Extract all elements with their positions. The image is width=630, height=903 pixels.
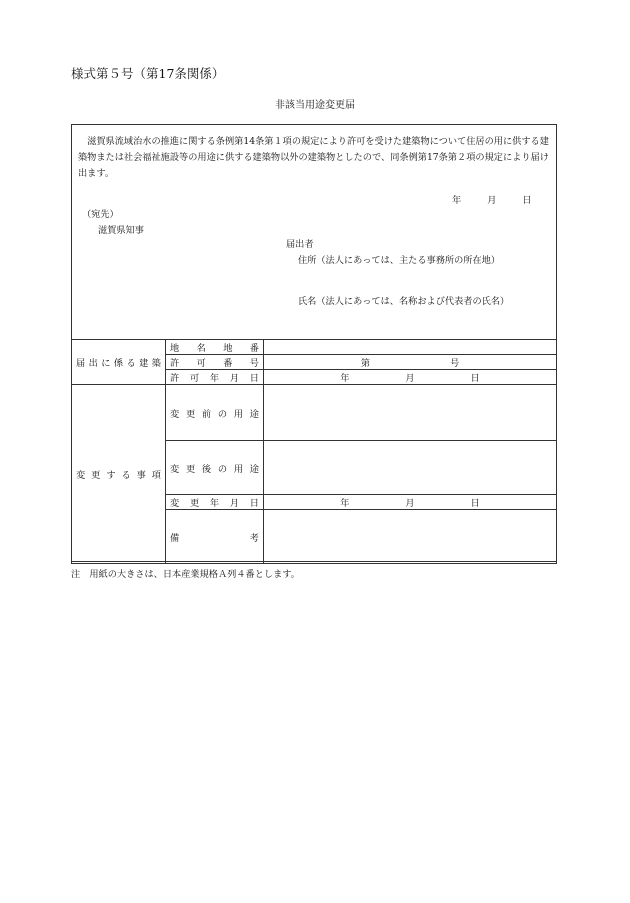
addressee-block — [82, 207, 144, 239]
addressee-label: （宛先） — [82, 209, 119, 220]
footnote: 注 用紙の大きさは、日本産業規格Ａ列４番とします。 — [71, 569, 300, 580]
addressee-name: 滋賀県知事 — [98, 225, 144, 236]
applicant-address-label: 住所（法人にあっては、主たる事務所の所在地） — [298, 255, 501, 266]
remarks-field[interactable] — [264, 510, 557, 564]
form-number: 様式第５号（第17条関係） — [71, 66, 225, 81]
change-section-label: 変更する事項 — [72, 385, 166, 564]
document-title: 非該当用途変更届 — [275, 100, 355, 111]
permit-date-day: 日 — [470, 373, 480, 384]
permit-date-label: 許可年月日 — [166, 370, 264, 385]
applicant-block — [286, 237, 510, 307]
location-label: 地名地番 — [166, 340, 264, 355]
use-before-label: 変更前の用途 — [166, 385, 264, 441]
change-date-year: 年 — [340, 498, 350, 509]
permit-date-month: 月 — [405, 373, 415, 384]
change-date-label: 変更年月日 — [166, 495, 264, 510]
change-date-day: 日 — [470, 498, 480, 509]
permit-number-prefix: 第 — [360, 358, 370, 369]
applicant-label: 届出者 — [286, 239, 314, 250]
use-before-field[interactable] — [264, 385, 557, 441]
submission-date — [452, 192, 532, 206]
date-year: 年 — [452, 195, 462, 206]
permit-date-year: 年 — [340, 373, 350, 384]
use-after-label: 変更後の用途 — [166, 441, 264, 495]
form-frame — [71, 124, 557, 562]
change-date-month: 月 — [405, 498, 415, 509]
intro-text: 滋賀県流域治水の推進に関する条例第14条第１項の規定により許可を受けた建築物について住居の用に供する建築物または社会福祉施設等の用途に供する建築物以外の建築物としたので、同条例第17条第２項の規定により届け出ます。 — [78, 136, 549, 179]
remarks-label: 備考 — [166, 510, 264, 564]
location-field[interactable] — [264, 340, 557, 355]
date-month: 月 — [487, 195, 497, 206]
permit-number-suffix: 号 — [450, 358, 460, 369]
permit-date-field[interactable] — [264, 370, 557, 385]
form-table — [71, 339, 557, 564]
building-section-label: 届出に係る建築 — [72, 340, 166, 385]
date-day: 日 — [522, 195, 532, 206]
permit-number-label: 許可番号 — [166, 355, 264, 370]
use-after-field[interactable] — [264, 441, 557, 495]
change-date-field[interactable] — [264, 495, 557, 510]
permit-number-field[interactable] — [264, 355, 557, 370]
applicant-name-label: 氏名（法人にあっては、名称および代表者の氏名） — [298, 296, 510, 307]
